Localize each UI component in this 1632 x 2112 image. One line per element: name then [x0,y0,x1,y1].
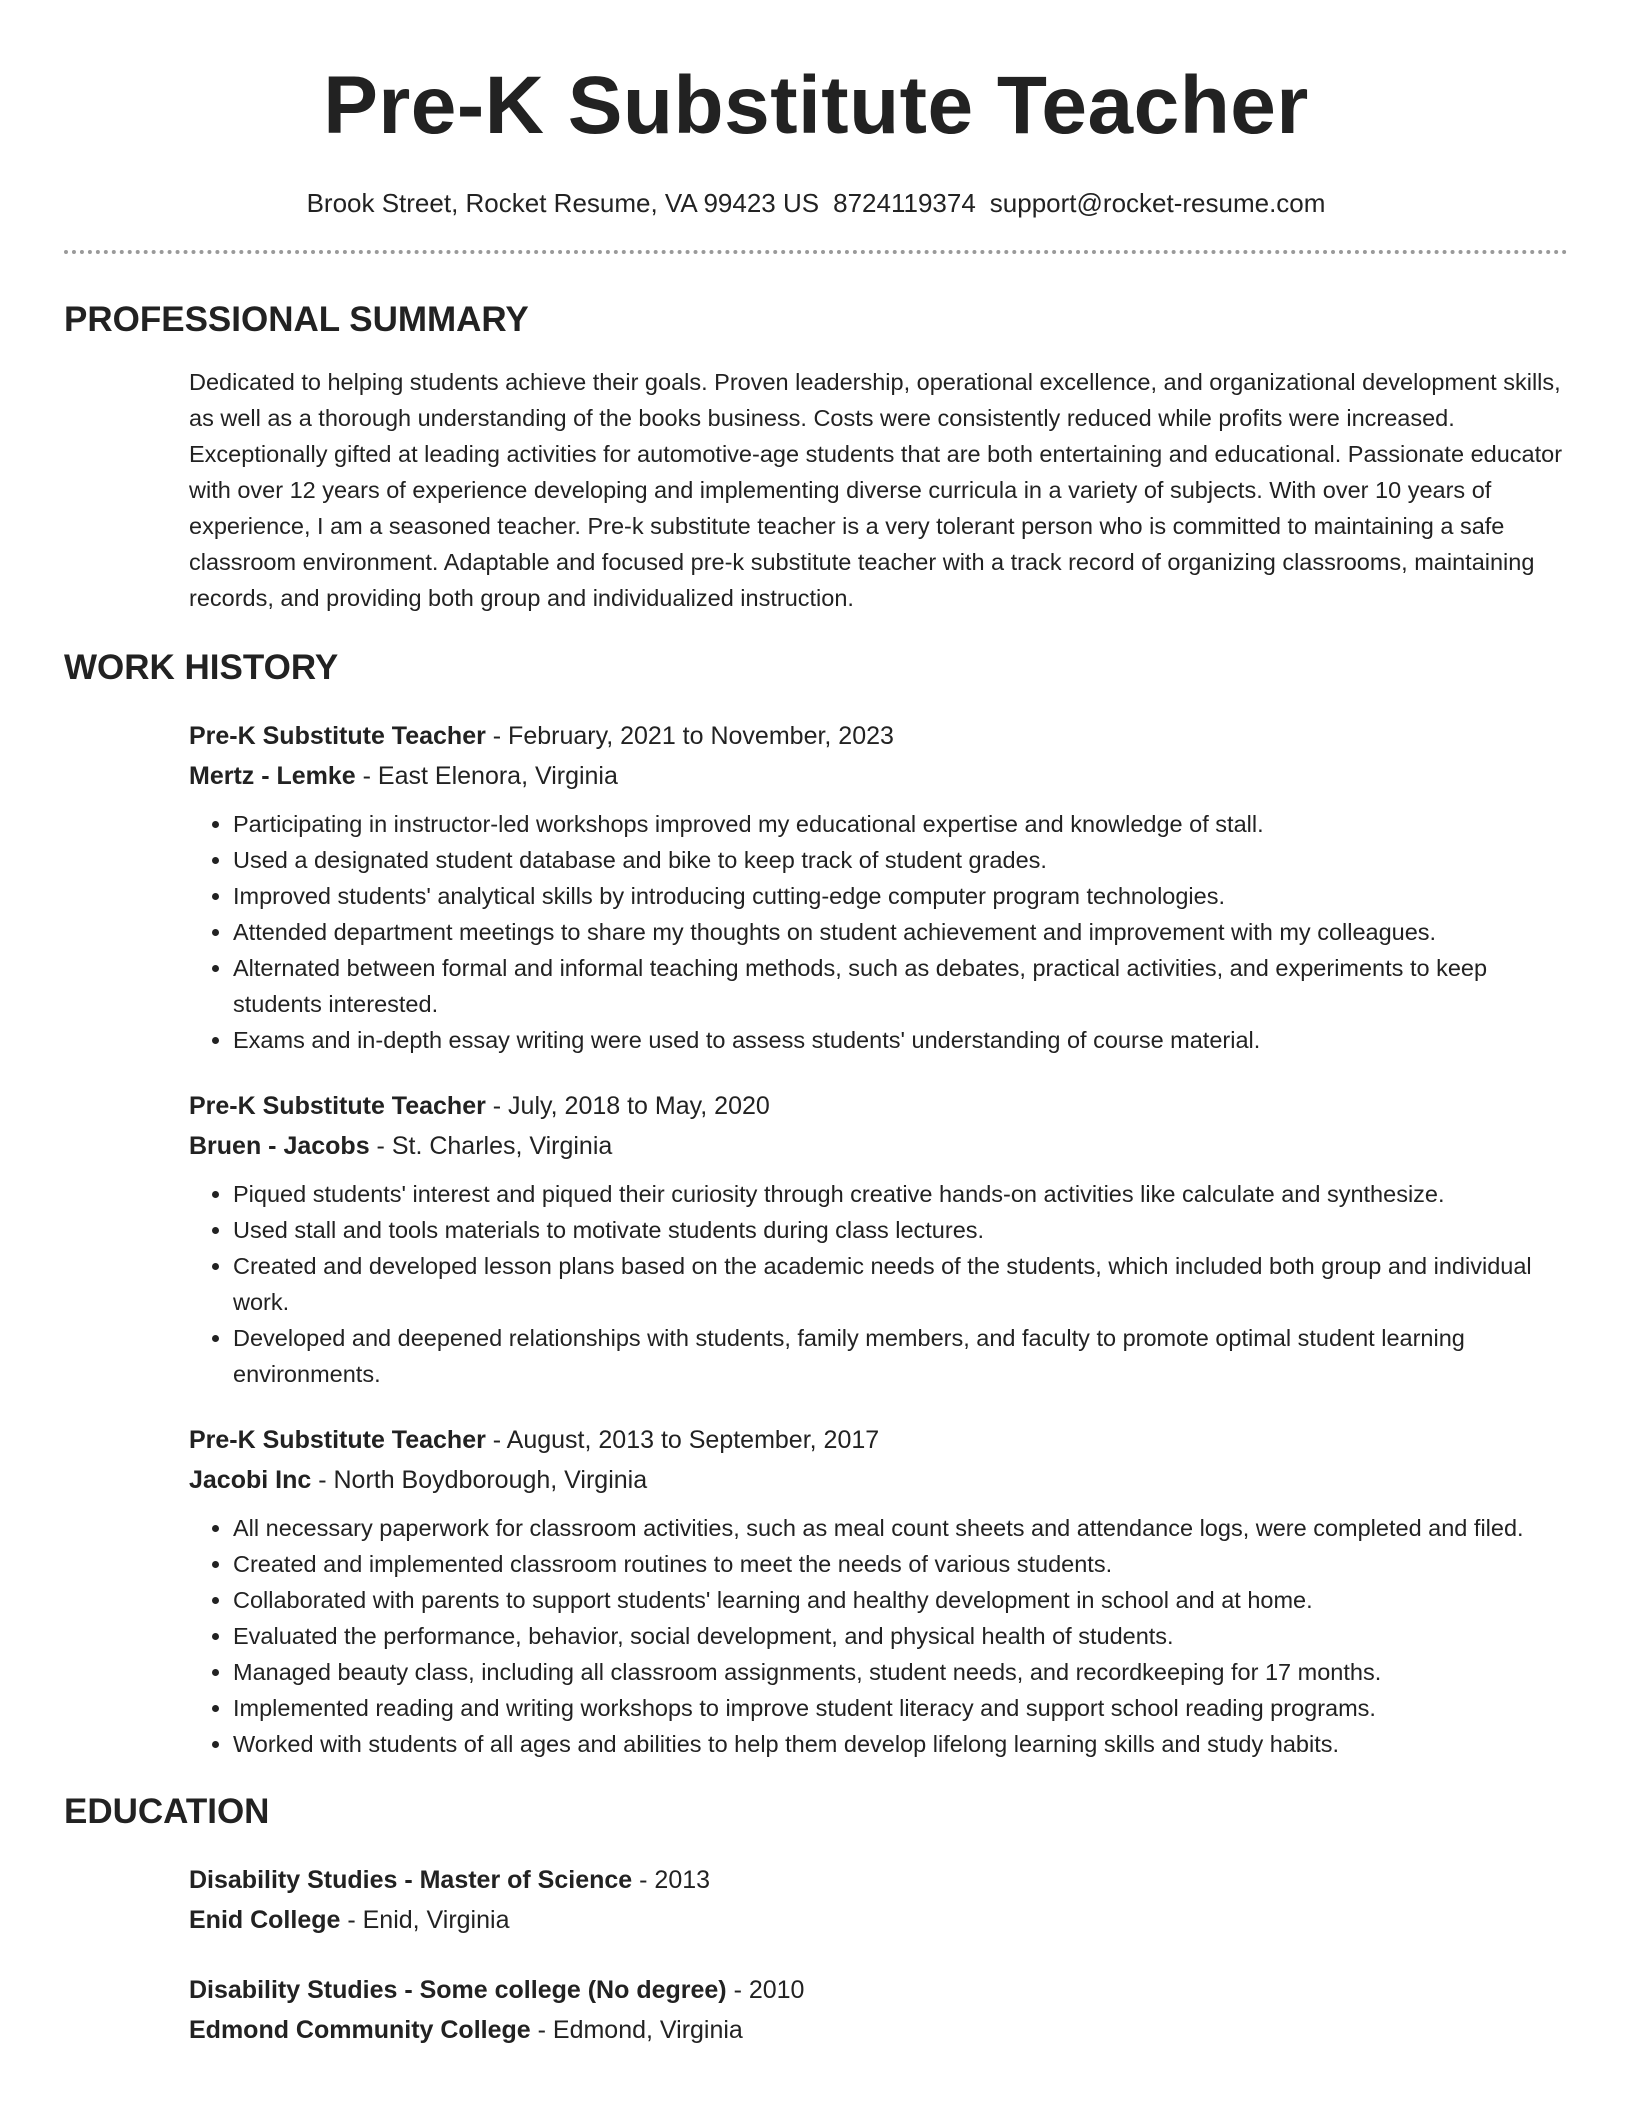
job-bullet: • Worked with students of all ages and abilities to help them develop lifelong learning skills and study habits. [233,1726,1568,1762]
summary-section [64,298,1568,616]
job-location: - North Boydborough, Virginia [311,1466,648,1494]
education-entry [189,1970,1568,2050]
education-school: Enid College [189,1906,341,1934]
job-dates: - August, 2013 to September, 2017 [485,1426,880,1454]
job-title-line [189,1420,1568,1460]
job-bullet: • Improved students' analytical skills by introducing cutting-edge computer program technologies. [233,878,1568,914]
job-bullets [189,1510,1568,1762]
education-year: - 2013 [632,1866,711,1894]
education-entry [189,1860,1568,1940]
education-year: - 2010 [726,1976,805,2004]
job-bullets [189,1176,1568,1392]
education-location: - Edmond, Virginia [530,2016,743,2044]
contact-email: support@rocket-resume.com [989,188,1326,218]
job-bullet: • Piqued students' interest and piqued their curiosity through creative hands-on activities like calculate and synthesize. [233,1176,1568,1212]
job-bullet: • Created and developed lesson plans based on the academic needs of the students, which included both group and individual work. [233,1248,1568,1320]
education-location: - Enid, Virginia [340,1906,510,1934]
education-degree-line [189,1860,1568,1900]
education-degree: Disability Studies - Some college (No degree) [189,1976,727,2004]
job-bullet: • Developed and deepened relationships with students, family members, and faculty to promote optimal student learning environments. [233,1320,1568,1392]
job-bullet: • Created and implemented classroom routines to meet the needs of various students. [233,1546,1568,1582]
contact-phone: 8724119374 [833,188,976,218]
contact-line [64,186,1568,220]
job-bullet: • Collaborated with parents to support students' learning and healthy development in school and at home. [233,1582,1568,1618]
work-history-heading: WORK HISTORY [64,648,339,687]
education-school-line [189,2010,1568,2050]
job-bullet: • Managed beauty class, including all classroom assignments, student needs, and recordkeeping for 17 months. [233,1654,1568,1690]
header-divider [64,250,1568,254]
education-list [189,1860,1568,2050]
education-degree-line [189,1970,1568,2010]
job-location: - East Elenora, Virginia [355,762,618,790]
job-company: Jacobi Inc [189,1466,312,1494]
job-location: - St. Charles, Virginia [369,1132,613,1160]
job-role: Pre-K Substitute Teacher [189,1426,486,1454]
job-title-line [189,716,1568,756]
job-bullet: • Evaluated the performance, behavior, social development, and physical health of students. [233,1618,1568,1654]
contact-address: Brook Street, Rocket Resume, VA 99423 US [306,188,820,218]
job-dates: - July, 2018 to May, 2020 [485,1092,770,1120]
summary-text: Dedicated to helping students achieve their goals. Proven leadership, operational excellence, and organizational development skills, as well as a thorough understanding of the books business. Costs were consistently reduced while profits were increased. Exceptionally gifted at leading activities for automotive-age students that are both entertaining and educational. Passionate educator with over 12 years of experience developing and implementing diverse curricula in a variety of subjects. With over 10 years of experience, I am a seasoned teacher. Pre-k substitute teacher is a very tolerant person who is committed to maintaining a safe classroom environment. Adaptable and focused pre-k substitute teacher with a track record of organizing classrooms, maintaining records, and providing both group and individualized instruction. [189,369,1563,611]
job-entry [189,1420,1568,1762]
job-bullet: • Used a designated student database and bike to keep track of student grades. [233,842,1568,878]
job-entry [189,716,1568,1058]
job-bullet: • Participating in instructor-led workshops improved my educational expertise and knowledge of stall. [233,806,1568,842]
job-bullet: • All necessary paperwork for classroom activities, such as meal count sheets and attendance logs, were completed and filed. [233,1510,1568,1546]
education-school: Edmond Community College [189,2016,531,2044]
job-title-line [189,1086,1568,1126]
job-list [189,716,1568,1762]
job-bullet: • Exams and in-depth essay writing were used to assess students' understanding of course material. [233,1022,1568,1058]
job-bullet: • Attended department meetings to share my thoughts on student achievement and improvement with my colleagues. [233,914,1568,950]
education-heading: EDUCATION [64,1792,270,1831]
resume-header [64,0,1568,254]
job-bullets [189,806,1568,1058]
job-role: Pre-K Substitute Teacher [189,1092,486,1120]
education-section [64,1790,1568,2050]
summary-heading: PROFESSIONAL SUMMARY [64,300,529,339]
job-company-line [189,1126,1568,1166]
education-degree: Disability Studies - Master of Science [189,1866,633,1894]
education-school-line [189,1900,1568,1940]
job-company: Bruen - Jacobs [189,1132,370,1160]
job-bullet: • Alternated between formal and informal teaching methods, such as debates, practical activities, and experiments to keep students interested. [233,950,1568,1022]
job-entry [189,1086,1568,1392]
job-dates: - February, 2021 to November, 2023 [485,722,894,750]
job-company-line [189,1460,1568,1500]
work-history-section [64,646,1568,1762]
job-bullet: • Implemented reading and writing workshops to improve student literacy and support school reading programs. [233,1690,1568,1726]
job-company: Mertz - Lemke [189,762,356,790]
job-bullet: • Used stall and tools materials to motivate students during class lectures. [233,1212,1568,1248]
job-company-line [189,756,1568,796]
candidate-name: Pre-K Substitute Teacher [323,60,1309,151]
job-role: Pre-K Substitute Teacher [189,722,486,750]
